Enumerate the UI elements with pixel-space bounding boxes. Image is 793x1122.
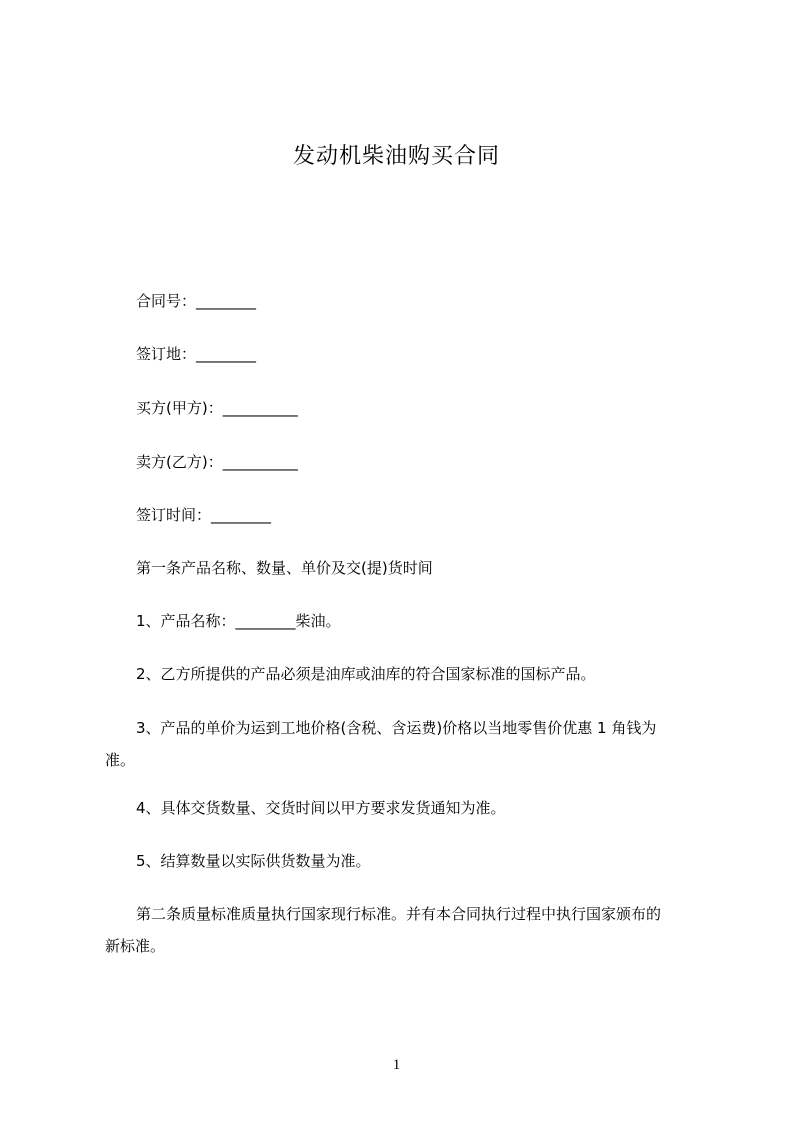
article2-paragraph	[105, 898, 705, 962]
signing-time-field: 签订时间：________	[136, 506, 272, 524]
article1-item3	[105, 712, 705, 776]
article2-first-line: 第二条质量标准质量执行国家现行标准。并有本合同执行过程中执行国家颁布的	[136, 905, 662, 923]
article2-continuation: 新标准。	[105, 937, 166, 955]
article1-item1: 1、产品名称：________柴油。	[136, 612, 341, 630]
signing-place-field: 签订地：________	[136, 345, 257, 363]
document-title: 发动机柴油购买合同	[292, 144, 500, 169]
article1-item2: 2、乙方所提供的产品必须是油库或油库的符合国家标准的国标产品。	[136, 665, 596, 683]
seller-field: 卖方(乙方)：__________	[136, 453, 298, 471]
article1-item3-continuation: 准。	[105, 751, 136, 769]
article1-item5: 5、结算数量以实际供货数量为准。	[136, 852, 371, 870]
article1-heading: 第一条产品名称、数量、单价及交(提)货时间	[136, 559, 433, 577]
article1-item4: 4、具体交货数量、交货时间以甲方要求发货通知为准。	[136, 799, 506, 817]
article1-item3-first-line: 3、产品的单价为运到工地价格(含税、含运费)价格以当地零售价优惠 1 角钱为	[136, 719, 657, 737]
page-number: 1	[392, 1057, 401, 1073]
contract-number-field: 合同号：________	[136, 292, 257, 310]
buyer-field: 买方(甲方)：__________	[136, 399, 298, 417]
